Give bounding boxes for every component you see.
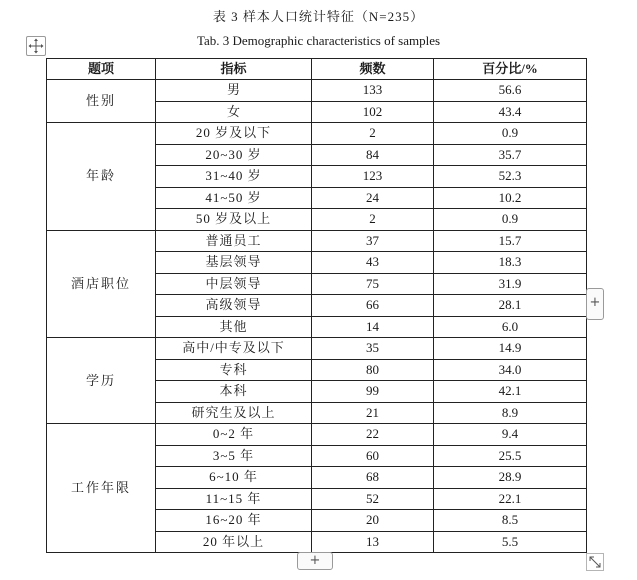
frequency-cell: 13 [312,531,434,553]
percent-cell: 31.9 [434,273,587,295]
percent-cell: 43.4 [434,101,587,123]
indicator-cell: 男 [156,80,312,102]
percent-cell: 8.5 [434,510,587,532]
header-cell: 指标 [156,59,312,80]
indicator-cell: 中层领导 [156,273,312,295]
indicator-cell: 20~30 岁 [156,144,312,166]
frequency-cell: 123 [312,166,434,188]
table-row [47,80,587,102]
percent-cell: 28.9 [434,467,587,489]
header-cell: 题项 [47,59,156,80]
indicator-cell: 女 [156,101,312,123]
indicator-cell: 41~50 岁 [156,187,312,209]
add-row-button[interactable]: + [297,552,333,570]
indicator-cell: 11~15 年 [156,488,312,510]
percent-cell: 8.9 [434,402,587,424]
frequency-cell: 24 [312,187,434,209]
table-header-row [47,59,587,80]
category-cell: 工作年限 [47,424,156,553]
frequency-cell: 2 [312,209,434,231]
frequency-cell: 21 [312,402,434,424]
header-cell: 百分比/% [434,59,587,80]
frequency-cell: 75 [312,273,434,295]
frequency-cell: 99 [312,381,434,403]
indicator-cell: 高级领导 [156,295,312,317]
category-cell: 性别 [47,80,156,123]
percent-cell: 5.5 [434,531,587,553]
add-column-button[interactable]: + [586,288,604,320]
table-row [47,123,587,145]
frequency-cell: 66 [312,295,434,317]
frequency-cell: 35 [312,338,434,360]
table-caption-chinese: 表 3 样本人口统计特征（N=235） [212,9,425,24]
percent-cell: 0.9 [434,209,587,231]
frequency-cell: 133 [312,80,434,102]
category-cell: 年龄 [47,123,156,231]
frequency-cell: 68 [312,467,434,489]
percent-cell: 15.7 [434,230,587,252]
percent-cell: 25.5 [434,445,587,467]
indicator-cell: 16~20 年 [156,510,312,532]
frequency-cell: 84 [312,144,434,166]
percent-cell: 22.1 [434,488,587,510]
percent-cell: 35.7 [434,144,587,166]
percent-cell: 14.9 [434,338,587,360]
indicator-cell: 20 年以上 [156,531,312,553]
percent-cell: 18.3 [434,252,587,274]
frequency-cell: 102 [312,101,434,123]
indicator-cell: 基层领导 [156,252,312,274]
resize-diagonal-icon[interactable] [586,553,604,571]
frequency-cell: 60 [312,445,434,467]
frequency-cell: 2 [312,123,434,145]
category-cell: 酒店职位 [47,230,156,338]
frequency-cell: 80 [312,359,434,381]
category-cell: 学历 [47,338,156,424]
percent-cell: 9.4 [434,424,587,446]
move-arrows-icon[interactable] [26,36,46,56]
indicator-cell: 普通员工 [156,230,312,252]
indicator-cell: 本科 [156,381,312,403]
table-row [47,338,587,360]
table-caption-english: Tab. 3 Demographic characteristics of samples [196,33,441,48]
percent-cell: 56.6 [434,80,587,102]
indicator-cell: 专科 [156,359,312,381]
indicator-cell: 6~10 年 [156,467,312,489]
demographics-table [46,58,587,553]
percent-cell: 10.2 [434,187,587,209]
percent-cell: 28.1 [434,295,587,317]
frequency-cell: 22 [312,424,434,446]
frequency-cell: 14 [312,316,434,338]
indicator-cell: 50 岁及以上 [156,209,312,231]
percent-cell: 0.9 [434,123,587,145]
table-row [47,424,587,446]
indicator-cell: 20 岁及以下 [156,123,312,145]
indicator-cell: 研究生及以上 [156,402,312,424]
frequency-cell: 43 [312,252,434,274]
indicator-cell: 31~40 岁 [156,166,312,188]
indicator-cell: 3~5 年 [156,445,312,467]
table-row [47,230,587,252]
frequency-cell: 52 [312,488,434,510]
frequency-cell: 37 [312,230,434,252]
percent-cell: 34.0 [434,359,587,381]
frequency-cell: 20 [312,510,434,532]
percent-cell: 6.0 [434,316,587,338]
indicator-cell: 0~2 年 [156,424,312,446]
indicator-cell: 其他 [156,316,312,338]
percent-cell: 52.3 [434,166,587,188]
indicator-cell: 高中/中专及以下 [156,338,312,360]
header-cell: 频数 [312,59,434,80]
percent-cell: 42.1 [434,381,587,403]
